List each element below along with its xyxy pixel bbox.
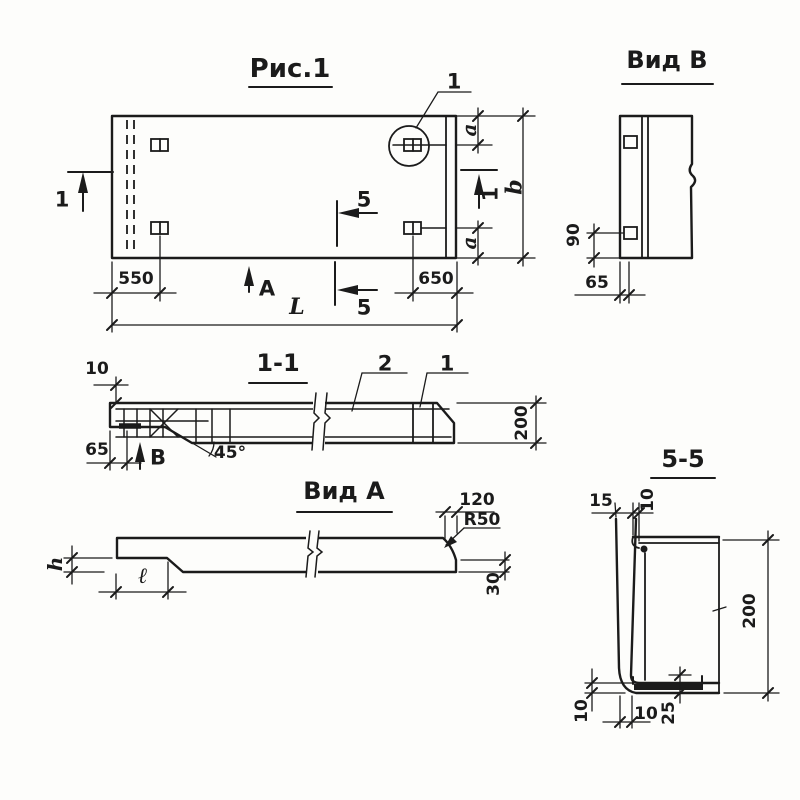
dim-30-label: 30 (483, 572, 504, 596)
figure-1-plan-view (55, 54, 535, 332)
dimension-90 (564, 223, 623, 267)
dim-25-label: 25 (658, 701, 679, 725)
dim-L-label: L (289, 294, 305, 320)
dimension-h (43, 546, 112, 584)
section-mark-1-right (461, 170, 502, 208)
section-5-5-title: 5-5 (661, 445, 705, 473)
section-mark-1-left (55, 172, 113, 211)
view-a-title: Вид А (303, 477, 385, 505)
angle-45-label: 45° (213, 442, 247, 463)
dimension-10-left (572, 669, 636, 723)
section-5-5 (572, 445, 779, 728)
dimension-10-section (85, 359, 128, 408)
anchor-bottom-left (151, 222, 168, 234)
dim-65-view-b-label: 65 (585, 273, 609, 293)
callout-1-label: 1 (446, 69, 462, 94)
dim-10-label: 10 (85, 359, 109, 379)
dimension-25 (659, 667, 691, 725)
section-mark-5-top (337, 187, 377, 246)
dim-650-label: 650 (418, 269, 454, 289)
dim-200-section-5-label: 200 (739, 593, 760, 629)
dimension-30 (459, 552, 510, 596)
view-a (43, 477, 510, 599)
view-a-label: А (258, 276, 276, 301)
anchor-bottom-right (404, 222, 446, 234)
section-5-5-outline (616, 519, 726, 693)
leader-1-label: 1 (439, 351, 455, 376)
dimension-10-bottom (603, 696, 658, 728)
view-b-anchor-top (624, 136, 637, 148)
dim-65-label: 65 (85, 440, 109, 460)
up-arrow-icon (244, 266, 254, 286)
anchor-top-right (393, 139, 446, 151)
dim-90-label: 90 (563, 223, 584, 247)
view-direction-b (135, 442, 166, 469)
section-5-bottom-label: 5 (356, 295, 372, 320)
view-direction-a (244, 266, 276, 300)
detail-callout-1 (389, 69, 471, 166)
view-b (564, 46, 713, 303)
left-arrow-icon (337, 285, 358, 295)
fig1-title: Рис.1 (249, 54, 331, 84)
dim-a-bottom-label: a (457, 236, 481, 250)
dim-120-label: 120 (459, 490, 495, 510)
panel-outline (112, 116, 456, 258)
dimension-200-section-5 (723, 531, 779, 701)
up-arrow-icon (78, 172, 88, 193)
up-arrow-icon (135, 442, 145, 462)
anchor-top-left (151, 139, 168, 151)
radius-R50-label: R50 (463, 510, 501, 530)
view-b-title: Вид В (626, 46, 708, 74)
section-1-1 (85, 349, 546, 470)
dimension-550 (94, 236, 176, 332)
dim-l-label: ℓ (138, 563, 148, 589)
reinforcement-mesh (116, 409, 451, 443)
leader-1 (420, 351, 468, 407)
angle-45 (172, 431, 246, 463)
rebar-dot (641, 546, 648, 553)
dimension-15-and-10-top (589, 488, 658, 541)
view-b-arrow-label: В (149, 445, 167, 470)
dim-10-top-label: 10 (637, 488, 658, 512)
dim-200-label: 200 (511, 405, 532, 441)
dim-10-bottom-label: 10 (634, 704, 658, 724)
dim-15-label: 15 (589, 491, 613, 511)
dimension-65-view-b (575, 262, 645, 303)
view-b-outline (620, 116, 695, 258)
dimension-b (502, 108, 528, 266)
section-1-1-title: 1-1 (256, 349, 300, 377)
dimension-l (99, 562, 186, 599)
dim-550-label: 550 (118, 269, 154, 289)
dim-10-left-label: 10 (571, 699, 592, 723)
dimension-200-section (457, 396, 546, 450)
leader-2-label: 2 (377, 351, 393, 376)
section-1-left-label: 1 (54, 187, 70, 212)
section-1-right-label: 1 (478, 186, 503, 202)
dim-a-top-label: a (457, 123, 481, 137)
view-b-anchor-bottom (624, 227, 637, 239)
dim-b-label: b (501, 179, 528, 195)
dim-h-label: h (43, 556, 67, 572)
section-mark-5-bottom (335, 262, 377, 319)
section-5-top-label: 5 (356, 187, 372, 212)
